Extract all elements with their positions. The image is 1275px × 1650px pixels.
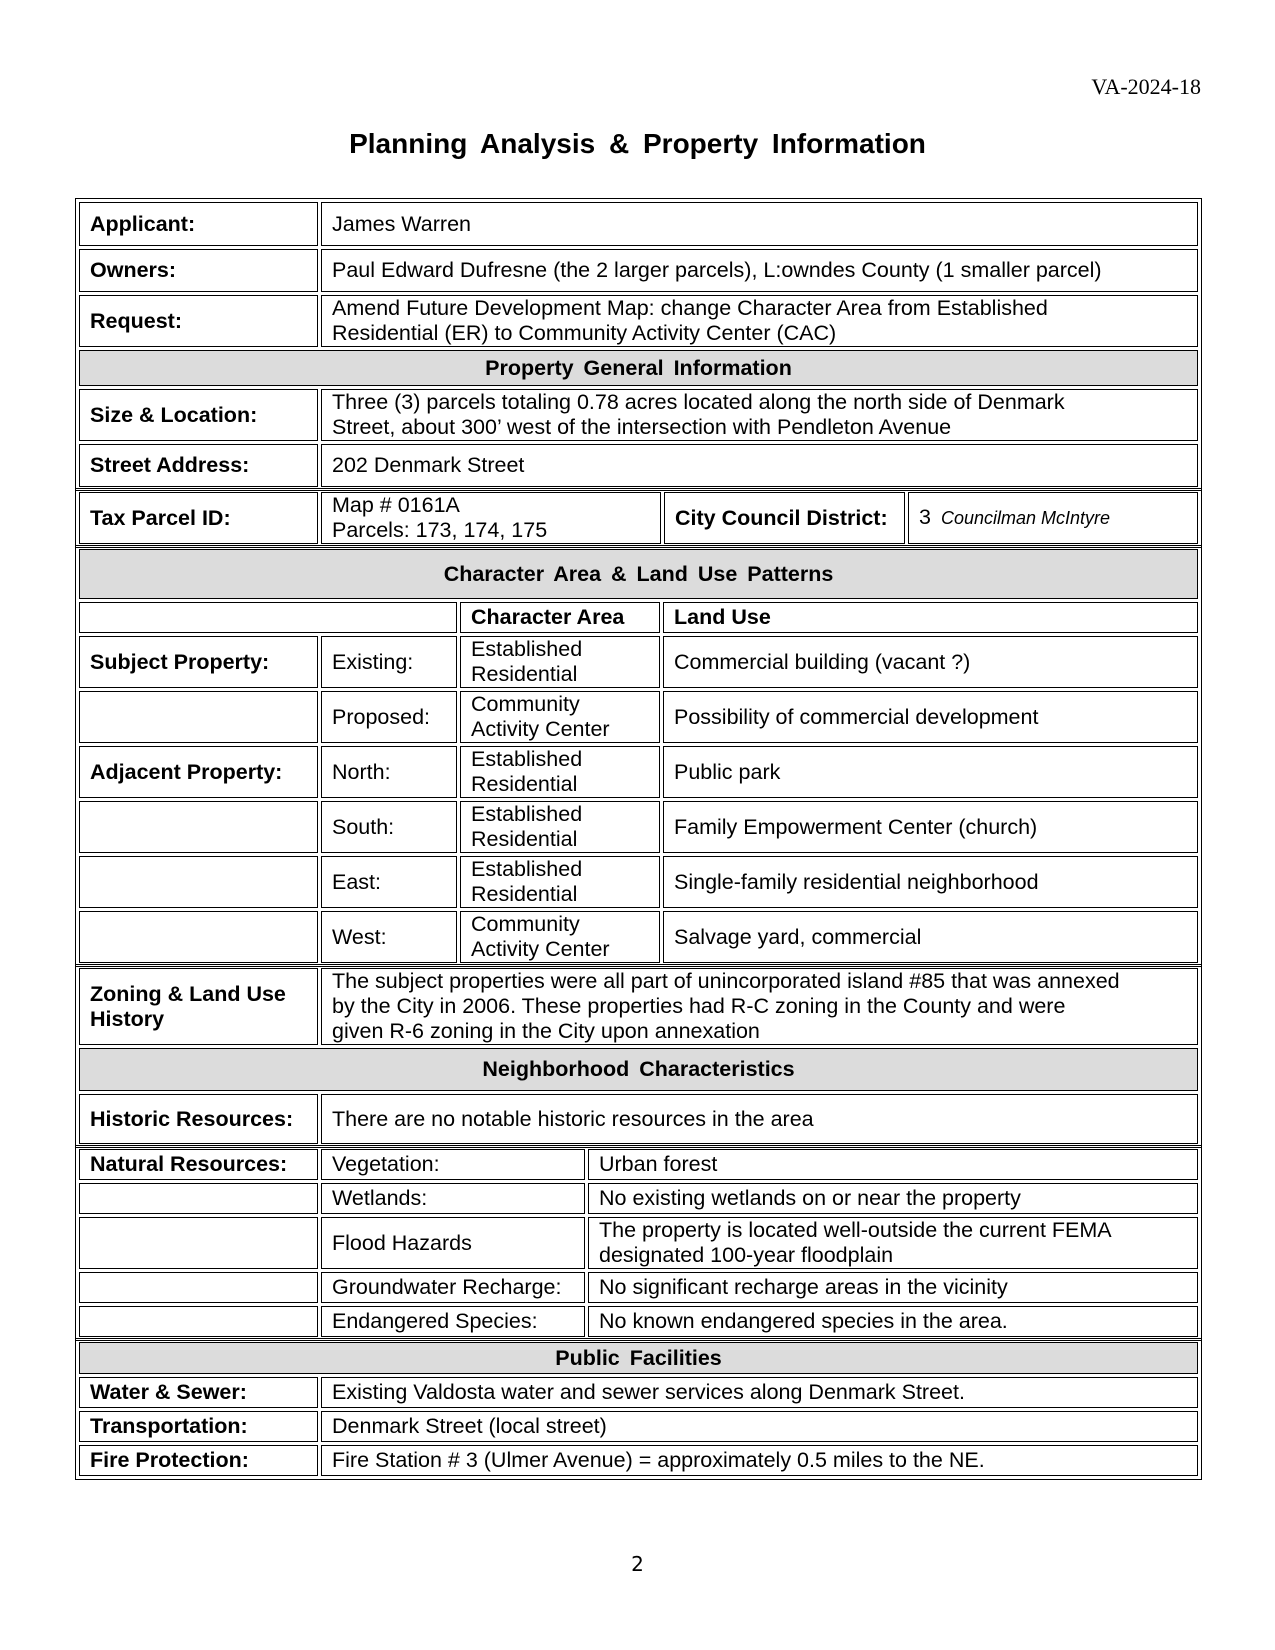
row-direction: Existing: [321, 636, 457, 688]
ca-line-2: Residential [471, 882, 578, 906]
zoning-history-value [321, 968, 1198, 1045]
table-row [79, 1217, 1198, 1269]
flood-line-2: designated 100-year floodplain [599, 1243, 894, 1267]
transportation-value: Denmark Street (local street) [321, 1411, 1198, 1442]
row-land-use: Single-family residential neighborhood [663, 856, 1198, 908]
public-facilities-table [75, 1338, 1202, 1480]
street-address-value: 202 Denmark Street [321, 444, 1198, 487]
section-neighborhood: Neighborhood Characteristics [79, 1048, 1198, 1091]
empty-cell [79, 911, 318, 963]
character-header-blank [79, 602, 457, 633]
size-line-2: Street, about 300’ west of the intersection with Pendleton Avenue [332, 415, 952, 439]
table-row [79, 1306, 1198, 1337]
table-row [79, 911, 1198, 963]
request-line-1: Amend Future Development Map: change Character Area from Established [332, 296, 1048, 320]
page-number: 2 [631, 1552, 644, 1576]
owners-label: Owners: [79, 249, 318, 292]
ca-line-2: Residential [471, 827, 578, 851]
applicant-value: James Warren [321, 202, 1198, 246]
row-character-area [460, 746, 660, 798]
flood-line-1: The property is located well-outside the current FEMA [599, 1218, 1112, 1242]
transportation-label: Transportation: [79, 1411, 318, 1442]
ca-line-1: Community [471, 912, 580, 936]
request-label: Request: [79, 295, 318, 347]
groundwater-value: No significant recharge areas in the vicinity [588, 1272, 1198, 1303]
empty-cell [79, 856, 318, 908]
ca-line-2: Residential [471, 662, 578, 686]
flood-hazards-label: Flood Hazards [321, 1217, 585, 1269]
applicant-table [75, 198, 1202, 491]
ca-line-2: Residential [471, 772, 578, 796]
ca-line-1: Established [471, 802, 583, 826]
zoning-table [75, 964, 1202, 1148]
empty-cell [79, 801, 318, 853]
character-area-table [75, 545, 1202, 967]
size-location-value [321, 389, 1198, 441]
parcel-map: Map # 0161A [332, 493, 460, 517]
tax-parcel-label: Tax Parcel ID: [79, 492, 318, 544]
council-district-label: City Council District: [664, 492, 905, 544]
row-land-use: Family Empowerment Center (church) [663, 801, 1198, 853]
table-row [79, 691, 1198, 743]
row-direction: Proposed: [321, 691, 457, 743]
fire-protection-value: Fire Station # 3 (Ulmer Avenue) = approximately 0.5 miles to the NE. [321, 1445, 1198, 1476]
table-row [79, 1272, 1198, 1303]
row-character-area [460, 636, 660, 688]
empty-cell [79, 691, 318, 743]
vegetation-label: Vegetation: [321, 1149, 585, 1180]
zoning-line-3: given R-6 zoning in the City upon annexation [332, 1019, 760, 1043]
groundwater-label: Groundwater Recharge: [321, 1272, 585, 1303]
row-land-use: Salvage yard, commercial [663, 911, 1198, 963]
request-value [321, 295, 1198, 347]
property-info-form [75, 198, 1202, 1480]
row-character-area [460, 856, 660, 908]
natural-resources-table [75, 1145, 1202, 1341]
size-location-label: Size & Location: [79, 389, 318, 441]
size-line-1: Three (3) parcels totaling 0.78 acres located along the north side of Denmark [332, 390, 1065, 414]
page-title: Planning Analysis & Property Information [349, 128, 926, 159]
row-direction: West: [321, 911, 457, 963]
adjacent-property-label: Adjacent Property: [79, 746, 318, 798]
table-row [79, 1149, 1198, 1180]
water-sewer-label: Water & Sewer: [79, 1377, 318, 1408]
district-number: 3 [919, 505, 931, 529]
row-direction: North: [321, 746, 457, 798]
endangered-species-label: Endangered Species: [321, 1306, 585, 1337]
historic-resources-value: There are no notable historic resources in the area [321, 1094, 1198, 1144]
natural-resources-label: Natural Resources: [79, 1149, 318, 1180]
subject-property-label: Subject Property: [79, 636, 318, 688]
row-land-use: Commercial building (vacant ?) [663, 636, 1198, 688]
row-direction: East: [321, 856, 457, 908]
tax-parcel-table [75, 488, 1202, 548]
empty-cell [79, 1306, 318, 1337]
col-character-area: Character Area [460, 602, 660, 633]
ca-line-2: Activity Center [471, 717, 610, 741]
row-character-area [460, 691, 660, 743]
fire-protection-label: Fire Protection: [79, 1445, 318, 1476]
historic-resources-label: Historic Resources: [79, 1094, 318, 1144]
row-land-use: Public park [663, 746, 1198, 798]
table-row [79, 636, 1198, 688]
zoning-label-line-2: History [90, 1006, 165, 1031]
wetlands-value: No existing wetlands on or near the property [588, 1183, 1198, 1214]
request-line-2: Residential (ER) to Community Activity Center (CAC) [332, 321, 837, 345]
vegetation-value: Urban forest [588, 1149, 1198, 1180]
ca-line-1: Established [471, 637, 583, 661]
owners-value: Paul Edward Dufresne (the 2 larger parcels), L:owndes County (1 smaller parcel) [321, 249, 1198, 292]
section-character-area: Character Area & Land Use Patterns [79, 549, 1198, 599]
flood-hazards-value [588, 1217, 1198, 1269]
endangered-species-value: No known endangered species in the area. [588, 1306, 1198, 1337]
zoning-line-2: by the City in 2006. These properties had R-C zoning in the County and were [332, 994, 1066, 1018]
case-number: VA-2024-18 [1091, 74, 1201, 99]
council-district-value [908, 492, 1198, 544]
ca-line-1: Established [471, 857, 583, 881]
row-land-use: Possibility of commercial development [663, 691, 1198, 743]
applicant-label: Applicant: [79, 202, 318, 246]
row-direction: South: [321, 801, 457, 853]
zoning-label-line-1: Zoning & Land Use [90, 981, 286, 1006]
zoning-line-1: The subject properties were all part of unincorporated island #85 that was annexed [332, 969, 1120, 993]
ca-line-1: Established [471, 747, 583, 771]
zoning-history-label [79, 968, 318, 1045]
row-character-area [460, 911, 660, 963]
parcel-numbers: Parcels: 173, 174, 175 [332, 518, 548, 542]
ca-line-2: Activity Center [471, 937, 610, 961]
table-row [79, 856, 1198, 908]
section-public-facilities: Public Facilities [79, 1342, 1198, 1374]
col-land-use: Land Use [663, 602, 1198, 633]
empty-cell [79, 1217, 318, 1269]
ca-line-1: Community [471, 692, 580, 716]
section-property-general: Property General Information [79, 350, 1198, 386]
row-character-area [460, 801, 660, 853]
water-sewer-value: Existing Valdosta water and sewer services along Denmark Street. [321, 1377, 1198, 1408]
table-row [79, 746, 1198, 798]
councilman-name: Councilman McIntyre [940, 508, 1111, 528]
wetlands-label: Wetlands: [321, 1183, 585, 1214]
street-address-label: Street Address: [79, 444, 318, 487]
empty-cell [79, 1272, 318, 1303]
table-row [79, 801, 1198, 853]
table-row [79, 1183, 1198, 1214]
tax-parcel-value [321, 492, 661, 544]
empty-cell [79, 1183, 318, 1214]
